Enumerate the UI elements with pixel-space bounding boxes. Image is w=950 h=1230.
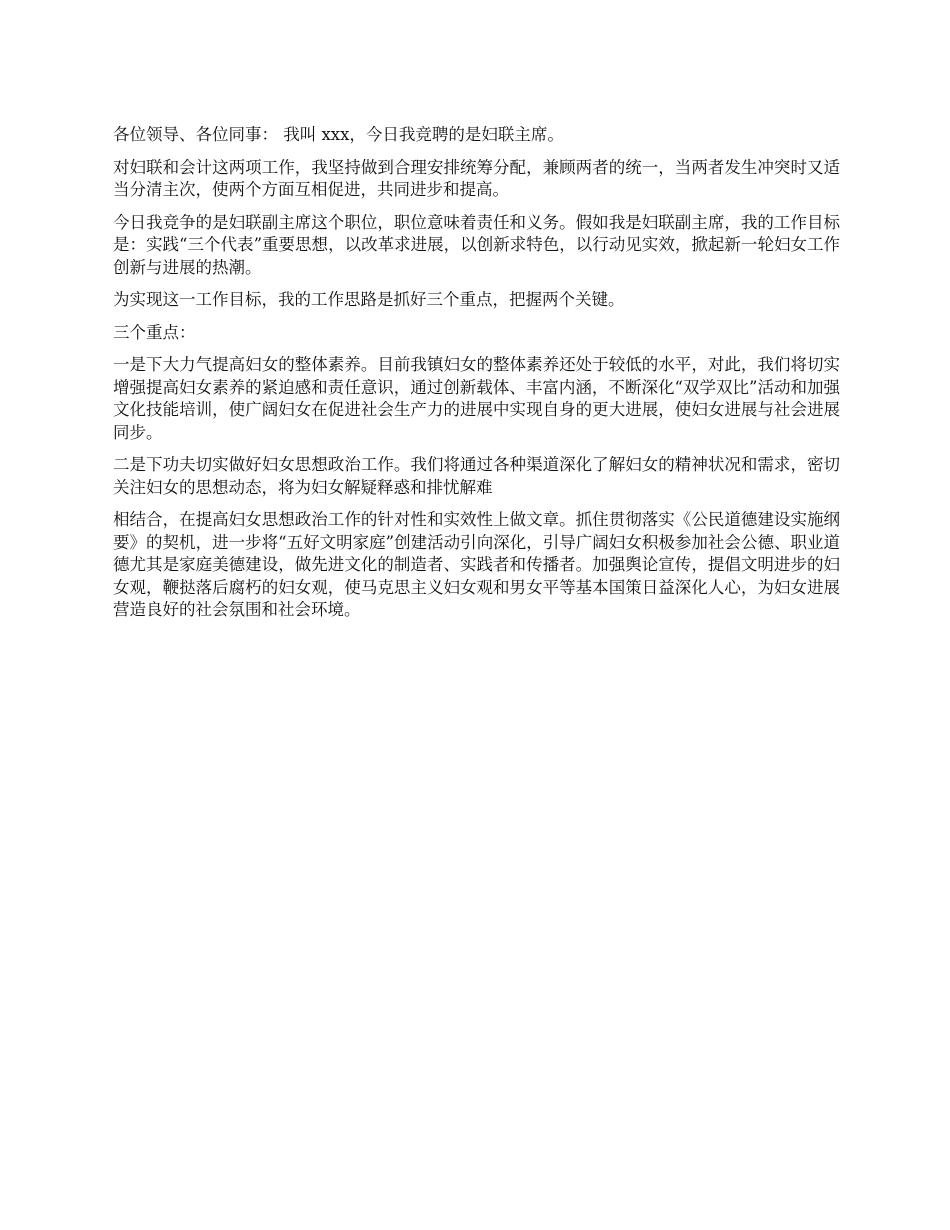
paragraph-point-two-continued: 相结合，在提高妇女思想政治工作的针对性和实效性上做文章。抓住贯彻落实《公民道德建设实施纲要》的契机，进一步将“五好文明家庭”创建活动引向深化，引导广阔妇女积极参加社会公德、职业道德尤其是家庭美德建设，做先进文化的制造者、实践者和传播者。加强舆论宣传，提倡文明进步的妇女观，鞭挞落后腐朽的妇女观，使马克思主义妇女观和男女平等基本国策日益深化人心，为妇女进展营造良好的社会氛围和社会环境。 (113, 510, 840, 619)
document-body (113, 124, 840, 632)
paragraph-point-two: 二是下功夫切实做好妇女思想政治工作。我们将通过各种渠道深化了解妇女的精神状况和需求，密切关注妇女的思想动态，将为妇女解疑释惑和排忧解难 (113, 455, 840, 497)
paragraph-work-goal: 今日我竞争的是妇联副主席这个职位，职位意味着责任和义务。假如我是妇联副主席，我的工作目标是：实践“三个代表”重要思想，以改革求进展，以创新求特色，以行动见实效，掀起新一轮妇女工作创新与进展的热潮。 (113, 212, 840, 277)
paragraph-balance-work: 对妇联和会计这两项工作，我坚持做到合理安排统筹分配，兼顾两者的统一，当两者发生冲突时又适当分清主次，使两个方面互相促进，共同进步和提高。 (113, 157, 840, 199)
paragraph-work-approach: 为实现这一工作目标，我的工作思路是抓好三个重点，把握两个关键。 (113, 290, 625, 309)
paragraph-point-one: 一是下大力气提高妇女的整体素养。目前我镇妇女的整体素养还处于较低的水平，对此，我们将切实增强提高妇女素养的紧迫感和责任意识，通过创新载体、丰富内涵，不断深化“双学双比”活动和加强文化技能培训，使广阔妇女在促进社会生产力的进展中实现自身的更大进展，使妇女进展与社会进展同步。 (113, 355, 840, 442)
paragraph-greeting: 各位领导、各位同事： 我叫 xxx，今日我竞聘的是妇联主席。 (113, 125, 564, 144)
paragraph-three-points-heading: 三个重点： (113, 322, 196, 342)
